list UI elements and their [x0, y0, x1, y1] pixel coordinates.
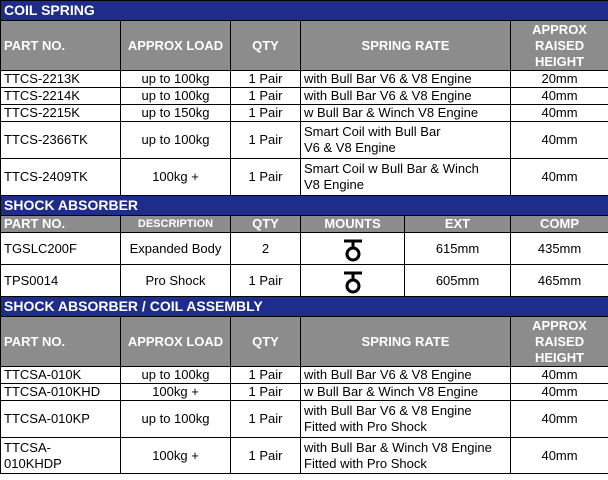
spring-rate-line-1: with Bull Bar V6 & V8 Engine — [304, 403, 472, 418]
section-title-coil-spring: COIL SPRING — [1, 1, 608, 21]
eye-stem-mount-icon — [342, 236, 364, 262]
col-header-approx-load: APPROX LOAD — [121, 317, 231, 367]
description: Pro Shock — [121, 265, 231, 297]
table-row — [1, 438, 608, 474]
spring-rate-line-2: V6 & V8 Engine — [304, 140, 396, 155]
approx-load: up to 100kg — [121, 71, 231, 88]
part-number: TTCS-2214K — [1, 88, 121, 105]
spring-rate — [301, 159, 511, 196]
spring-rate: w Bull Bar & Winch V8 Engine — [301, 384, 511, 401]
part-number: TTCS-2213K — [1, 71, 121, 88]
quantity: 1 Pair — [231, 438, 301, 474]
col-header-part-no: PART NO. — [1, 216, 121, 233]
table-row — [1, 384, 608, 401]
spring-rate-line-1: Smart Coil with Bull Bar — [304, 124, 441, 139]
approx-load: up to 100kg — [121, 122, 231, 159]
approx-load: up to 100kg — [121, 401, 231, 438]
raised-height: 40mm — [511, 367, 608, 384]
extended-length: 615mm — [405, 233, 511, 265]
raised-height: 40mm — [511, 122, 608, 159]
col-header-raised-height: APPROX RAISED HEIGHT — [511, 21, 608, 71]
spring-rate — [301, 438, 511, 474]
raised-height: 40mm — [511, 384, 608, 401]
raised-height: 40mm — [511, 159, 608, 196]
part-number: TTCS-2409TK — [1, 159, 121, 196]
spring-rate-line-1: Smart Coil w Bull Bar & Winch — [304, 161, 479, 176]
raised-height: 20mm — [511, 71, 608, 88]
part-number: TTCSA-010K — [1, 367, 121, 384]
approx-load: up to 100kg — [121, 367, 231, 384]
description: Expanded Body — [121, 233, 231, 265]
table-row — [1, 105, 608, 122]
quantity: 1 Pair — [231, 265, 301, 297]
table-row — [1, 367, 608, 384]
col-header-raised-height: APPROX RAISED HEIGHT — [511, 317, 608, 367]
approx-load: 100kg + — [121, 384, 231, 401]
table-row — [1, 88, 608, 105]
raised-height: 40mm — [511, 438, 608, 474]
approx-load: 100kg + — [121, 159, 231, 196]
part-number: TTCSA-010KHD — [1, 384, 121, 401]
quantity: 1 Pair — [231, 401, 301, 438]
quantity: 2 — [231, 233, 301, 265]
table-row — [1, 71, 608, 88]
spring-rate-line-1: with Bull Bar & Winch V8 Engine — [304, 439, 492, 455]
col-header-mounts: MOUNTS — [301, 216, 405, 233]
col-header-qty: QTY — [231, 21, 301, 71]
spring-rate: with Bull Bar V6 & V8 Engine — [301, 71, 511, 88]
part-number: TTCS-2215K — [1, 105, 121, 122]
raised-height: 40mm — [511, 88, 608, 105]
quantity: 1 Pair — [231, 88, 301, 105]
quantity: 1 Pair — [231, 71, 301, 88]
mounts — [301, 233, 405, 265]
col-header-part-no: PART NO. — [1, 21, 121, 71]
part-number: TGSLC200F — [1, 233, 121, 265]
col-header-comp: COMP — [511, 216, 608, 233]
quantity: 1 Pair — [231, 384, 301, 401]
approx-load: up to 100kg — [121, 88, 231, 105]
spring-rate: with Bull Bar V6 & V8 Engine — [301, 88, 511, 105]
spring-rate-line-2: Fitted with Pro Shock — [304, 419, 427, 434]
col-header-approx-load: APPROX LOAD — [121, 21, 231, 71]
table-row — [1, 233, 608, 265]
spring-rate-line-2: V8 Engine — [304, 177, 364, 192]
eye-stem-mount-icon — [342, 268, 364, 294]
spring-rate: with Bull Bar V6 & V8 Engine — [301, 367, 511, 384]
col-header-spring-rate: SPRING RATE — [301, 317, 511, 367]
mounts — [301, 265, 405, 297]
section-title-shock-absorber: SHOCK ABSORBER — [1, 196, 608, 216]
col-header-qty: QTY — [231, 317, 301, 367]
part-number-line-1: TTCSA- — [4, 439, 51, 455]
part-number: TPS0014 — [1, 265, 121, 297]
col-header-spring-rate: SPRING RATE — [301, 21, 511, 71]
part-number: TTCSA-010KP — [1, 401, 121, 438]
approx-load: up to 150kg — [121, 105, 231, 122]
table-row — [1, 265, 608, 297]
spring-rate — [301, 401, 511, 438]
part-number: TTCS-2366TK — [1, 122, 121, 159]
col-header-description: DESCRIPTION — [121, 216, 231, 233]
part-number-line-2: 010KHDP — [4, 455, 62, 471]
quantity: 1 Pair — [231, 122, 301, 159]
compressed-length: 435mm — [511, 233, 608, 265]
compressed-length: 465mm — [511, 265, 608, 297]
table-row — [1, 159, 608, 196]
spring-rate: w Bull Bar & Winch V8 Engine — [301, 105, 511, 122]
table-row — [1, 401, 608, 438]
col-header-ext: EXT — [405, 216, 511, 233]
col-header-part-no: PART NO. — [1, 317, 121, 367]
part-number — [1, 438, 121, 474]
quantity: 1 Pair — [231, 367, 301, 384]
section-title-assembly: SHOCK ABSORBER / COIL ASSEMBLY — [1, 297, 608, 317]
quantity: 1 Pair — [231, 105, 301, 122]
quantity: 1 Pair — [231, 159, 301, 196]
spring-rate — [301, 122, 511, 159]
table-row — [1, 122, 608, 159]
approx-load: 100kg + — [121, 438, 231, 474]
col-header-qty: QTY — [231, 216, 301, 233]
raised-height: 40mm — [511, 401, 608, 438]
raised-height: 40mm — [511, 105, 608, 122]
extended-length: 605mm — [405, 265, 511, 297]
spring-rate-line-2: Fitted with Pro Shock — [304, 455, 427, 471]
